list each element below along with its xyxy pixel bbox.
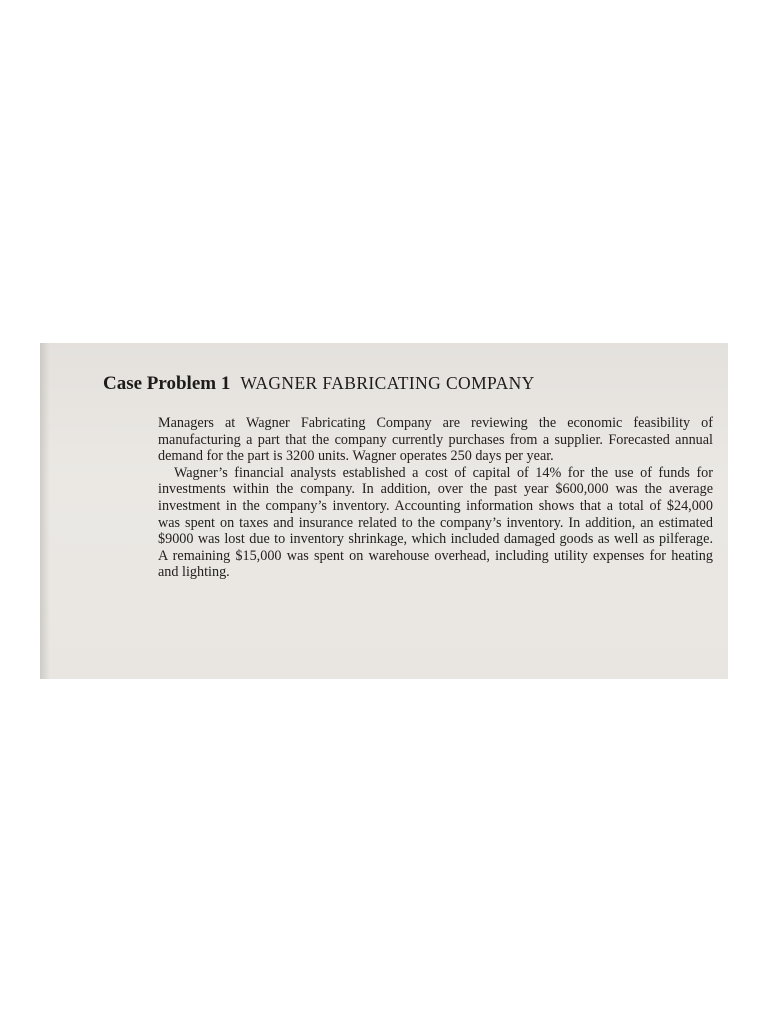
case-heading	[103, 373, 535, 395]
paragraph-costs: Wagner’s financial analysts established a cost of capital of 14% for the use of funds for investments within the company. In addition, over the past year $600,000 was the average investment in the company’s inventory. Accounting information shows that a total of $24,000 was spent on taxes and insurance related to the company’s inventory. In addition, an estimated $9000 was lost due to inventory shrinkage, which included damaged goods as well as pilferage. A remaining $15,000 was spent on warehouse overhead, including utility expenses for heating and lighting.	[158, 464, 713, 581]
paragraph-intro: Managers at Wagner Fabricating Company are reviewing the economic feasibility of manufacturing a part that the company currently purchases from a supplier. Forecasted annual demand for the part is 3200 units. Wagner operates 250 days per year.	[158, 415, 713, 465]
case-label: Case Problem 1	[103, 373, 231, 394]
case-body	[158, 415, 713, 581]
case-title: WAGNER FABRICATING COMPANY	[240, 373, 535, 393]
scan-edge-shadow	[40, 343, 50, 679]
scanned-page-excerpt	[40, 343, 728, 679]
